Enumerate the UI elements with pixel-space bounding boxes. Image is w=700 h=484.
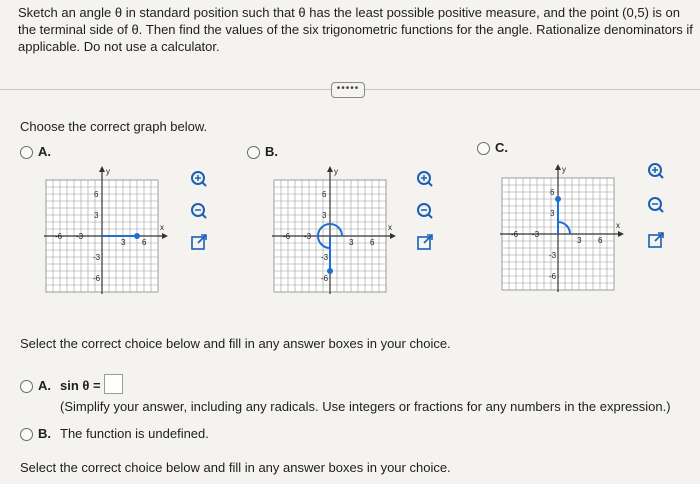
x-axis-arrow	[618, 231, 624, 237]
tick-label: -6	[93, 274, 101, 283]
tick-label: -6	[55, 232, 63, 241]
point-marker	[555, 196, 561, 202]
zoom-in-icon[interactable]	[190, 170, 208, 188]
tick-label: 3	[94, 211, 99, 220]
y-axis-arrow	[327, 166, 333, 172]
zoom-out-icon[interactable]	[647, 196, 665, 214]
zoom-in-icon[interactable]	[416, 170, 434, 188]
tick-label: 6	[370, 238, 375, 247]
tick-label: -3	[321, 253, 329, 262]
tick-label: -3	[549, 251, 557, 260]
graph-a	[38, 158, 178, 300]
tick-label: -6	[283, 232, 291, 241]
tick-label: -6	[549, 272, 557, 281]
tick-label: -3	[304, 232, 312, 241]
open-external-icon[interactable]	[416, 233, 434, 251]
radio-graph-a[interactable]	[20, 146, 33, 159]
zoom-in-icon[interactable]	[647, 162, 665, 180]
x-axis-label: x	[388, 223, 392, 232]
tick-label: -3	[532, 230, 540, 239]
answer-a-label: A.	[38, 378, 51, 393]
tick-label: 3	[322, 211, 327, 220]
tick-label: -6	[511, 230, 519, 239]
y-axis-label: y	[334, 167, 338, 176]
graph-c	[494, 156, 634, 298]
option-c-label: C.	[495, 140, 508, 155]
tick-label: 6	[322, 190, 327, 199]
option-b-label: B.	[265, 144, 278, 159]
sin-label: sin θ =	[60, 378, 101, 393]
tick-label: 3	[121, 238, 126, 247]
question-text: Sketch an angle θ in standard position such that θ has the least possible positive measure, and the point (0,5) is on the terminal side of θ. Then find the values of the six trigonometric functions for the angle. Rationalize denominators if applicable. Do not use a calculator.	[18, 5, 693, 54]
open-external-icon[interactable]	[190, 233, 208, 251]
answer-hint: (Simplify your answer, including any radicals. Use integers or fractions for any numbers in the expression.)	[60, 399, 671, 414]
tick-label: -6	[321, 274, 329, 283]
y-axis-label: y	[562, 165, 566, 174]
x-axis-label: x	[616, 221, 620, 230]
radio-answer-a[interactable]	[20, 380, 33, 393]
x-axis-arrow	[390, 233, 396, 239]
graph-b	[266, 158, 406, 300]
x-axis-label: x	[160, 223, 164, 232]
section-prompt-next: Select the correct choice below and fill in any answer boxes in your choice.	[20, 460, 451, 475]
tick-label: -3	[93, 253, 101, 262]
y-axis-arrow	[99, 166, 105, 172]
point-marker	[134, 233, 140, 239]
zoom-out-icon[interactable]	[190, 202, 208, 220]
tick-label: -3	[76, 232, 84, 241]
x-axis-arrow	[162, 233, 168, 239]
y-axis-label: y	[106, 167, 110, 176]
option-a-label: A.	[38, 144, 51, 159]
tick-label: 3	[550, 209, 555, 218]
zoom-out-icon[interactable]	[416, 202, 434, 220]
section-prompt: Select the correct choice below and fill in any answer boxes in your choice.	[20, 336, 451, 351]
answer-b-label: B.	[38, 426, 51, 441]
tick-label: 6	[598, 236, 603, 245]
tick-label: 6	[94, 190, 99, 199]
tick-label: 6	[142, 238, 147, 247]
graph-prompt: Choose the correct graph below.	[20, 119, 208, 134]
tick-label: 3	[349, 238, 354, 247]
sin-answer-input[interactable]	[104, 374, 123, 394]
tick-label: 3	[577, 236, 582, 245]
tick-label: 6	[550, 188, 555, 197]
point-marker	[327, 268, 333, 274]
radio-graph-b[interactable]	[247, 146, 260, 159]
open-external-icon[interactable]	[647, 231, 665, 249]
y-axis-arrow	[555, 164, 561, 170]
undefined-option-text: The function is undefined.	[60, 426, 209, 441]
expand-button[interactable]: •••••	[331, 82, 365, 98]
radio-graph-c[interactable]	[477, 142, 490, 155]
radio-answer-b[interactable]	[20, 428, 33, 441]
